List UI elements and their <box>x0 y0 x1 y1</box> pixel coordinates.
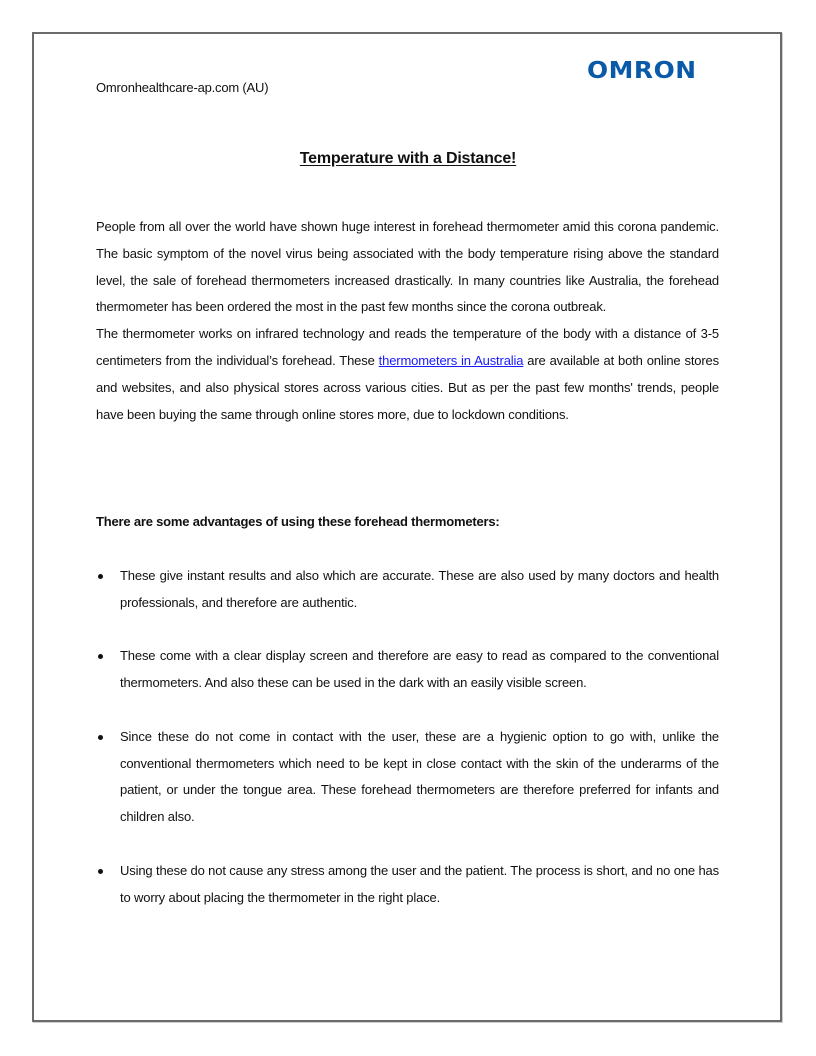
list-item-text: These come with a clear display screen and therefore are easy to read as compared to the conventional thermometers. And also these can be used in the dark with an easily visible screen. <box>120 648 719 691</box>
bullet-icon <box>98 869 103 874</box>
document-title: Temperature with a Distance! <box>299 150 517 167</box>
paragraph-1: People from all over the world have shown huge interest in forehead thermometer amid this corona pandemic. The basic symptom of the novel virus being associated with the body temperature rising above the standard level, the sale of forehead thermometers increased drastically. In many countries like Australia, the forehead thermometer has been ordered the most in the past few months since the corona outbreak. <box>96 219 719 315</box>
list-item <box>96 563 719 617</box>
advantages-list <box>96 563 719 938</box>
paragraph-2-after-link: are available at both online stores and websites, and also physical stores across various cities. But as per the past few months' trends, people have been buying the same through online stores more, due to lockdown conditions. <box>96 352 719 422</box>
list-item-text: These give instant results and also which are accurate. These are also used by many doctors and health professionals, and therefore are authentic. <box>120 568 719 610</box>
thermometers-in-australia-link[interactable]: thermometers in Australia <box>378 352 524 368</box>
paragraph-2-before-link: The thermometer works on infrared technology and reads the temperature of the body with a distance of 3-5 centimeters from the individual’s forehead. These <box>96 326 719 368</box>
list-item <box>96 643 719 697</box>
omron-logo: OMRON <box>587 58 697 84</box>
list-item <box>96 858 719 912</box>
bullet-icon <box>98 654 103 659</box>
intro-body <box>96 214 719 428</box>
advantages-subheading: There are some advantages of using these forehead thermometers: <box>96 514 500 529</box>
bullet-icon <box>98 735 103 740</box>
bullet-icon <box>98 574 103 579</box>
list-item-text: Using these do not cause any stress among the user and the patient. The process is short, and no one has to worry about placing the thermometer in the right place. <box>120 862 719 905</box>
site-label: Omronhealthcare-ap.com (AU) <box>96 80 269 95</box>
list-item <box>96 724 719 831</box>
list-item-text: Since these do not come in contact with the user, these are a hygienic option to go with, unlike the conventional thermometers which need to be kept in close contact with the skin of the underarms of the patient, or under the tongue area. These forehead thermometers are therefore preferred for infants and children also. <box>120 728 719 825</box>
paragraph-2 <box>96 321 719 428</box>
